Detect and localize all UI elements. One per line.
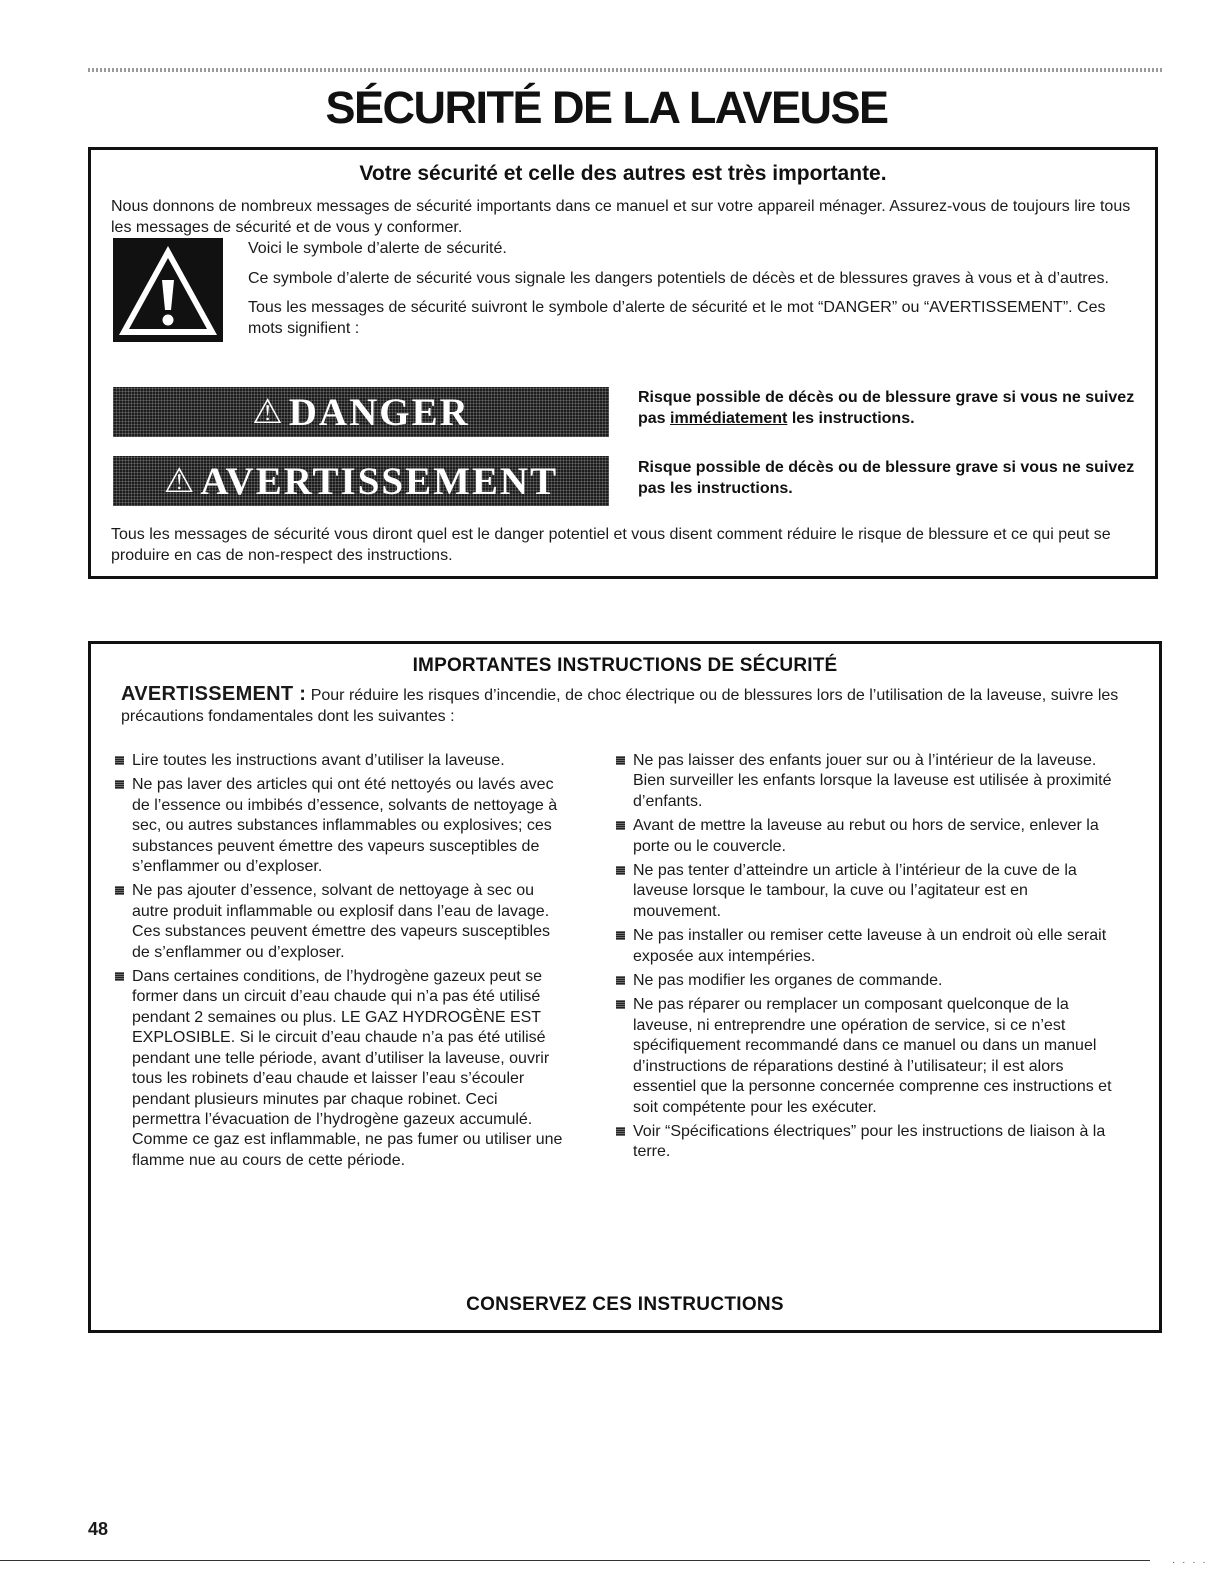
bottom-rule <box>0 1560 1150 1561</box>
instruction-item <box>611 816 1116 857</box>
square-bullet-icon <box>115 972 124 981</box>
symbol-explanation <box>248 239 1138 348</box>
symbol-line: Ce symbole d’alerte de sécurité vous signale les dangers potentiels de décès et de blessures graves à vous et à d’autres. <box>248 269 1109 287</box>
warning-triangle-icon: ⚠ <box>163 461 197 501</box>
instructions-heading: IMPORTANTES INSTRUCTIONS DE SÉCURITÉ <box>412 655 838 676</box>
scan-corner-marks: · · · · <box>1172 1557 1208 1568</box>
instructions-list-left <box>110 751 570 1175</box>
keep-instructions-footer: CONSERVEZ CES INSTRUCTIONS <box>466 1294 784 1315</box>
warning-banner-label: AVERTISSEMENT <box>200 459 559 503</box>
danger-text-start: Risque possible de décès ou de blessure grave si vous ne suivez pas <box>638 389 1135 427</box>
instruction-item <box>110 967 570 1171</box>
instruction-text: Avant de mettre la laveuse au rebut ou hors de service, enlever la porte ou le couvercle. <box>633 817 1099 855</box>
square-bullet-icon <box>115 756 124 765</box>
danger-description <box>638 387 1148 429</box>
instruction-text: Ne pas modifier les organes de commande. <box>633 972 943 990</box>
symbol-line: Voici le symbole d’alerte de sécurité. <box>248 240 507 257</box>
safety-alert-triangle-icon <box>113 238 223 342</box>
important-instructions-box <box>88 641 1162 1333</box>
instruction-text: Ne pas tenter d’atteindre un article à l’intérieur de la cuve de la laveuse lorsque le tambour, la cuve ou l’agitateur est en mouvement. <box>633 862 1077 920</box>
instruction-text: Ne pas réparer ou remplacer un composant quelconque de la laveuse, ni entreprendre une opération de service, si ce n’est spécifiquement recommandé dans ce manuel ou dans un manuel d’instructions de réparations destiné à l’utilisateur; il est alors essentiel que la personne concernée comprenne ces instructions et soit compétente pour les exécuter. <box>633 996 1112 1116</box>
square-bullet-icon <box>115 780 124 789</box>
instruction-item <box>611 995 1116 1117</box>
instruction-item <box>110 775 570 877</box>
square-bullet-icon <box>616 756 625 765</box>
instruction-text: Lire toutes les instructions avant d’utiliser la laveuse. <box>132 752 505 769</box>
safety-intro-box <box>88 147 1158 579</box>
danger-banner <box>113 387 609 437</box>
page-title: SÉCURITÉ DE LA LAVEUSE <box>325 82 888 133</box>
instructions-warning-text: Pour réduire les risques d’incendie, de choc électrique ou de blessures lors de l’utilisation de la laveuse, suivre les précautions fondamentales dont les suivantes : <box>121 687 1119 725</box>
instruction-item <box>110 751 570 771</box>
warning-banner <box>113 456 609 506</box>
symbol-line: Tous les messages de sécurité suivront le symbole d’alerte de sécurité et le mot “DANGER” ou “AVERTISSEMENT”. Ces mots signifient : <box>248 299 1106 337</box>
instruction-text: Dans certaines conditions, de l’hydrogène gazeux peut se former dans un circuit d’eau chaude qui n’a pas été utilisé pendant 2 semaines ou plus. LE GAZ HYDROGÈNE EST EXPLOSIBLE. Si le circuit d’eau chaude n’a pas été utilisé pendant une telle période, avant d’utiliser la laveuse, ouvrir tous les robinets d’eau chaude et laisser l’eau s’écouler pendant plusieurs minutes par chaque robinet. Ceci permettra l’évacuation de l’hydrogène gazeux accumulé. Comme ce gaz est inflammable, ne pas fumer ou utiliser une flamme nue au cours de cette période. <box>132 968 563 1169</box>
square-bullet-icon <box>616 866 625 875</box>
instructions-list-right <box>611 751 1116 1167</box>
warning-description: Risque possible de décès ou de blessure grave si vous ne suivez pas les instructions. <box>638 459 1135 497</box>
square-bullet-icon <box>616 821 625 830</box>
instruction-text: Voir “Spécifications électriques” pour les instructions de liaison à la terre. <box>633 1122 1106 1161</box>
danger-text-emphasis: immédiatement <box>670 410 788 427</box>
instruction-text: Ne pas laisser des enfants jouer sur ou à l’intérieur de la laveuse. Bien surveiller les enfants lorsque la laveuse est utilisée à proximité d’enfants. <box>633 752 1112 810</box>
warning-triangle-icon: ⚠ <box>252 392 285 432</box>
instruction-text: Ne pas ajouter d’essence, solvant de nettoyage à sec ou autre produit inflammable ou explosif dans l’eau de lavage. Ces substances peuvent émettre des vapeurs susceptibles de s’enflammer ou d’exploser. <box>132 882 551 961</box>
square-bullet-icon <box>616 976 625 985</box>
square-bullet-icon <box>616 1127 625 1136</box>
instruction-item <box>611 926 1116 967</box>
safety-box-heading: Votre sécurité et celle des autres est très importante. <box>359 162 887 185</box>
danger-banner-label: DANGER <box>288 390 470 434</box>
square-bullet-icon <box>115 886 124 895</box>
square-bullet-icon <box>616 931 625 940</box>
instruction-text: Ne pas laver des articles qui ont été nettoyés ou lavés avec de l’essence ou imbibés d’essence, solvants de nettoyage à sec, ou autres substances inflammables ou explosives; ces substances peuvent émettre des vapeurs susceptibles de s’enflammer ou d’exploser. <box>132 776 558 876</box>
instruction-item <box>611 751 1116 812</box>
safety-outro-text: Tous les messages de sécurité vous diront quel est le danger potentiel et vous disent comment réduire le risque de blessure et ce qui peut se produire en cas de non-respect des instructions. <box>111 526 1111 564</box>
instructions-warning <box>121 684 1121 727</box>
instruction-text: Ne pas installer ou remiser cette laveuse à un endroit où elle serait exposée aux intempéries. <box>633 927 1107 965</box>
instruction-item <box>110 881 570 963</box>
instruction-item <box>611 1122 1116 1163</box>
instructions-warning-label: AVERTISSEMENT : <box>121 683 307 705</box>
instruction-item <box>611 861 1116 922</box>
top-dotted-rule <box>88 68 1162 72</box>
page-number: 48 <box>88 1519 109 1539</box>
instruction-item <box>611 971 1116 991</box>
danger-text-end: les instructions. <box>787 410 915 427</box>
square-bullet-icon <box>616 1000 625 1009</box>
safety-intro-text: Nous donnons de nombreux messages de sécurité importants dans ce manuel et sur votre appareil ménager. Assurez-vous de toujours lire tous les messages de sécurité et de vous y conformer. <box>111 198 1131 236</box>
